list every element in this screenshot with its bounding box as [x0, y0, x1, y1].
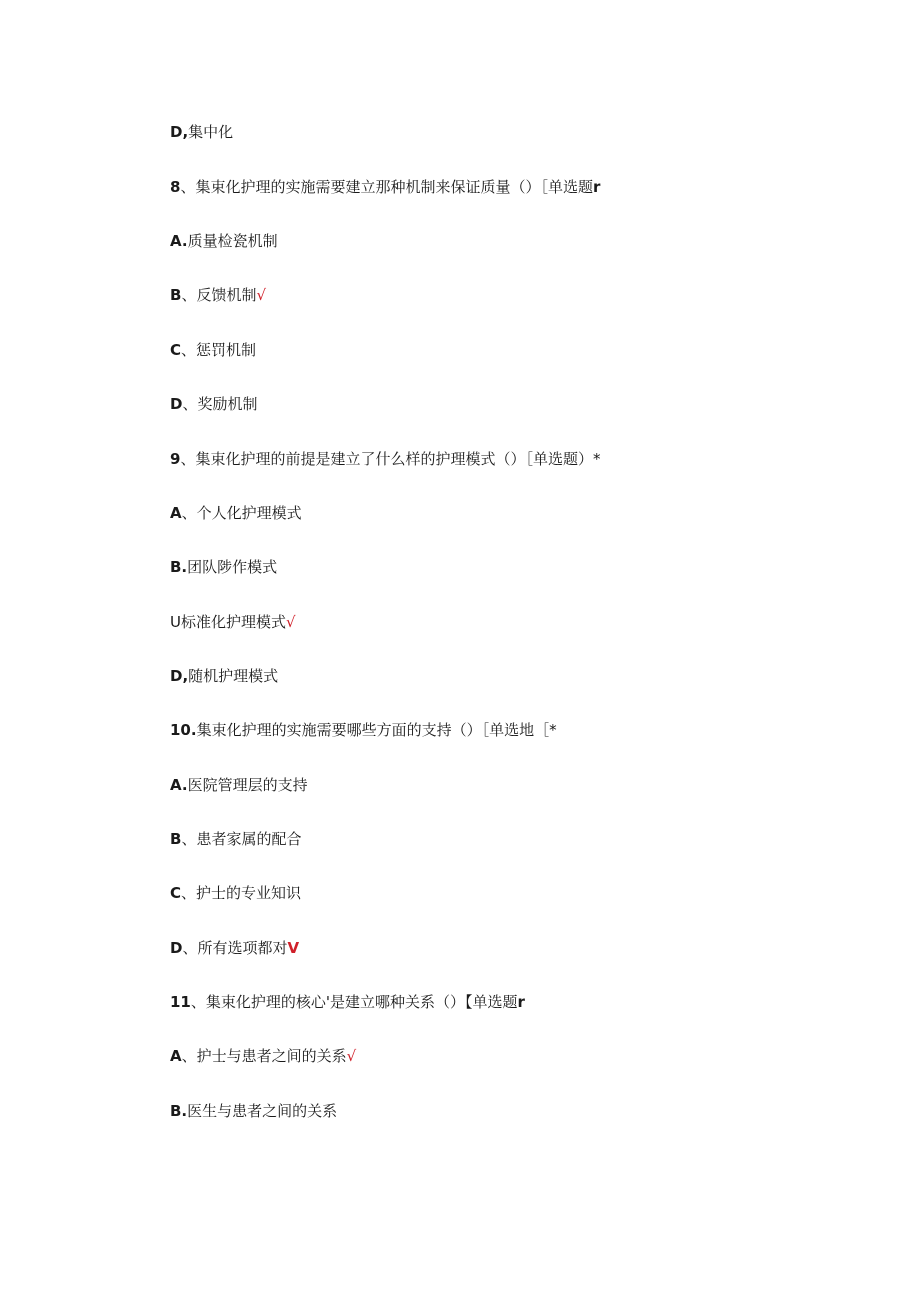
option-line — [170, 938, 299, 958]
option-line — [170, 122, 233, 142]
option-line — [170, 1046, 356, 1066]
option-text: 质量检瓷机制 — [187, 232, 278, 250]
question-number: 11 — [170, 993, 191, 1011]
option-line — [170, 557, 277, 577]
option-text: 、护士的专业知识 — [181, 884, 302, 902]
question-text: 集束化护理的实施需要哪些方面的支持（）［单选地［* — [196, 721, 557, 739]
question-suffix: r — [592, 178, 601, 196]
option-tag: A — [170, 1047, 182, 1065]
option-text: 、患者家属的配合 — [181, 830, 302, 848]
option-text: 随机护理模式 — [188, 667, 279, 685]
option-tag: B. — [170, 558, 188, 576]
option-text: U标准化护理模式 — [170, 613, 286, 631]
checkmark-icon: √ — [256, 286, 267, 304]
question-line — [170, 720, 557, 740]
option-tag: D, — [170, 123, 189, 141]
question-number: 10. — [170, 721, 197, 739]
checkmark-icon: √ — [285, 613, 296, 631]
option-tag: A. — [170, 232, 188, 250]
option-line — [170, 775, 308, 795]
option-text: 医院管理层的支持 — [187, 776, 308, 794]
option-line — [170, 666, 278, 686]
checkmark-icon: V — [287, 939, 300, 957]
option-line — [170, 829, 301, 849]
option-line — [170, 394, 257, 414]
option-text: 、所有选项都对 — [182, 939, 288, 957]
option-tag: D, — [170, 667, 189, 685]
option-text: 集中化 — [188, 123, 234, 141]
option-tag: C — [170, 884, 182, 902]
option-line — [170, 612, 296, 632]
option-text: 、反馈机制 — [181, 286, 257, 304]
question-line — [170, 449, 600, 469]
option-tag: A. — [170, 776, 188, 794]
option-line — [170, 231, 278, 251]
option-text: 、护士与患者之间的关系 — [181, 1047, 347, 1065]
option-line — [170, 285, 266, 305]
option-line — [170, 1101, 337, 1121]
option-line — [170, 503, 302, 523]
question-text: 、集束化护理的核心'是建立哪种关系（）【单选题 — [190, 993, 518, 1011]
question-text: 、集束化护理的实施需要建立那种机制来保证质量（）［单选题 — [180, 178, 593, 196]
option-tag: C — [170, 341, 182, 359]
option-tag: B. — [170, 1102, 188, 1120]
question-number: 8 — [170, 178, 181, 196]
question-line — [170, 992, 525, 1012]
question-line — [170, 177, 600, 197]
option-text: 医生与患者之间的关系 — [187, 1102, 338, 1120]
option-tag: B — [170, 286, 182, 304]
question-number: 9 — [170, 450, 181, 468]
option-line — [170, 340, 256, 360]
option-text: 、个人化护理模式 — [181, 504, 302, 522]
option-tag: D — [170, 939, 183, 957]
checkmark-icon: √ — [346, 1047, 357, 1065]
option-text: 、奖励机制 — [182, 395, 258, 413]
option-text: 、惩罚机制 — [181, 341, 257, 359]
option-line — [170, 883, 301, 903]
option-text: 团队陟作模式 — [187, 558, 278, 576]
option-tag: A — [170, 504, 182, 522]
question-suffix: r — [517, 993, 525, 1011]
option-tag: B — [170, 830, 182, 848]
question-text: 、集束化护理的前提是建立了什么样的护理模式（）［单选题）* — [180, 450, 601, 468]
option-tag: D — [170, 395, 183, 413]
